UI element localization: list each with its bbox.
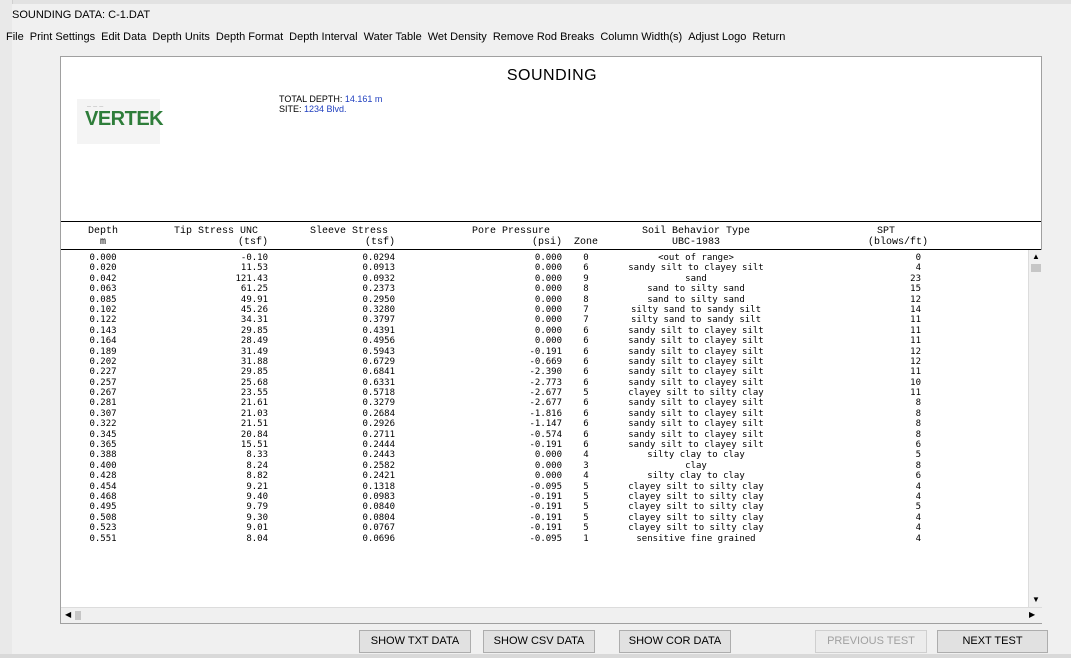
- menu-item-depth-units[interactable]: Depth Units: [152, 31, 210, 43]
- cell-depth: 0.202: [89, 356, 117, 367]
- cell-sleeve-stress: 0.0804: [362, 512, 395, 523]
- cell-pore-pressure: -2.677: [529, 388, 562, 399]
- cell-sleeve-stress: 0.0983: [362, 491, 395, 502]
- cell-pore-pressure: -0.191: [529, 523, 562, 534]
- show-txt-data-button[interactable]: SHOW TXT DATA: [359, 630, 471, 653]
- background-bottom-edge: [0, 654, 1071, 658]
- cell-sleeve-stress: 0.4391: [362, 325, 395, 336]
- cell-tip-stress: 21.03: [240, 408, 268, 419]
- cell-depth: 0.551: [89, 533, 117, 544]
- vertical-scroll-thumb[interactable]: [1031, 264, 1041, 272]
- table-row: [61, 253, 1041, 263]
- cell-zone: 6: [583, 336, 589, 347]
- total-depth-value: 14.161 m: [344, 94, 383, 104]
- cell-sleeve-stress: 0.0840: [362, 502, 395, 513]
- table-row: [61, 263, 1041, 273]
- cell-zone: 6: [583, 346, 589, 357]
- table-row: [61, 305, 1041, 315]
- cell-tip-stress: 23.55: [240, 388, 268, 399]
- cell-tip-stress: 21.61: [240, 398, 268, 409]
- cell-soil-behavior: clayey silt to silty clay: [628, 491, 764, 502]
- cell-tip-stress: 15.51: [240, 440, 268, 451]
- report-info: [279, 94, 382, 114]
- site-line: [279, 104, 382, 114]
- scroll-down-arrow-icon[interactable]: ▼: [1032, 595, 1040, 604]
- cell-zone: 5: [583, 502, 589, 513]
- cell-soil-behavior: clayey silt to silty clay: [628, 481, 764, 492]
- table-header-row-1: [61, 226, 1041, 237]
- cell-sleeve-stress: 0.0294: [362, 253, 395, 263]
- cell-soil-behavior: sensitive fine grained: [636, 533, 756, 544]
- cell-spt: 4: [915, 523, 921, 534]
- col-unit-tip-stress: (tsf): [237, 237, 268, 248]
- cell-tip-stress: 29.85: [240, 367, 268, 378]
- menu-item-wet-density[interactable]: Wet Density: [427, 31, 487, 43]
- cell-pore-pressure: -0.191: [529, 491, 562, 502]
- cell-depth: 0.281: [89, 398, 117, 409]
- cell-spt: 4: [915, 263, 921, 274]
- menu-item-depth-format[interactable]: Depth Format: [215, 31, 284, 43]
- cell-soil-behavior: clayey silt to silty clay: [628, 502, 764, 513]
- cell-zone: 0: [583, 253, 589, 263]
- table-row: [61, 274, 1041, 284]
- table-row: [61, 482, 1041, 492]
- menu-item-depth-interval[interactable]: Depth Interval: [289, 31, 358, 43]
- col-unit-sleeve-stress: (tsf): [364, 237, 395, 248]
- cell-depth: 0.227: [89, 367, 117, 378]
- cell-spt: 6: [915, 440, 921, 451]
- cell-soil-behavior: sand: [685, 273, 707, 284]
- cell-sleeve-stress: 0.0932: [362, 273, 395, 284]
- cell-depth: 0.189: [89, 346, 117, 357]
- horizontal-scrollbar[interactable]: [61, 607, 1042, 623]
- cell-spt: 11: [910, 367, 921, 378]
- show-csv-data-button[interactable]: SHOW CSV DATA: [483, 630, 595, 653]
- cell-tip-stress: 31.88: [240, 356, 268, 367]
- cell-tip-stress: 121.43: [235, 273, 268, 284]
- cell-tip-stress: 25.68: [240, 377, 268, 388]
- col-header-sleeve-stress: Sleeve Stress: [309, 226, 388, 237]
- cell-depth: 0.042: [89, 273, 117, 284]
- cell-depth: 0.508: [89, 512, 117, 523]
- table-row: [61, 409, 1041, 419]
- cell-soil-behavior: sandy silt to clayey silt: [628, 377, 764, 388]
- cell-zone: 7: [583, 304, 589, 315]
- cell-sleeve-stress: 0.6729: [362, 356, 395, 367]
- cell-tip-stress: 11.53: [240, 263, 268, 274]
- cell-pore-pressure: -0.095: [529, 533, 562, 544]
- col-header-pore-pressure: Pore Pressure: [471, 226, 550, 237]
- table-row: [61, 367, 1041, 377]
- col-unit-pore-pressure: (psi): [531, 237, 562, 248]
- cell-soil-behavior: sand to silty sand: [647, 284, 745, 295]
- cell-pore-pressure: -0.191: [529, 440, 562, 451]
- cell-depth: 0.523: [89, 523, 117, 534]
- cell-zone: 9: [583, 273, 589, 284]
- cell-pore-pressure: -0.191: [529, 346, 562, 357]
- report-page: [60, 56, 1042, 624]
- cell-pore-pressure: -1.816: [529, 408, 562, 419]
- cell-spt: 4: [915, 512, 921, 523]
- cell-spt: 12: [910, 294, 921, 305]
- site-value: 1234 Blvd.: [304, 104, 347, 114]
- cell-depth: 0.257: [89, 377, 117, 388]
- cell-tip-stress: 49.91: [240, 294, 268, 305]
- total-depth-label: TOTAL DEPTH:: [279, 94, 343, 104]
- cell-sleeve-stress: 0.2711: [362, 429, 395, 440]
- cell-soil-behavior: sandy silt to clayey silt: [628, 429, 764, 440]
- cell-spt: 4: [915, 491, 921, 502]
- col-unit-depth: m: [99, 237, 106, 248]
- cell-soil-behavior: sandy silt to clayey silt: [628, 325, 764, 336]
- cell-soil-behavior: clayey silt to silty clay: [628, 512, 764, 523]
- cell-tip-stress: 20.84: [240, 429, 268, 440]
- cell-pore-pressure: -2.773: [529, 377, 562, 388]
- cell-spt: 6: [915, 471, 921, 482]
- cell-sleeve-stress: 0.2373: [362, 284, 395, 295]
- cell-zone: 6: [583, 398, 589, 409]
- menu-item-adjust-logo[interactable]: Adjust Logo: [688, 31, 747, 43]
- table-row: [61, 336, 1041, 346]
- cell-tip-stress: 34.31: [240, 315, 268, 326]
- cell-pore-pressure: -2.677: [529, 398, 562, 409]
- cell-spt: 11: [910, 388, 921, 399]
- vertek-logo: [77, 99, 164, 144]
- vertical-scrollbar[interactable]: [1028, 250, 1043, 607]
- cell-sleeve-stress: 0.4956: [362, 336, 395, 347]
- cell-spt: 8: [915, 408, 921, 419]
- cell-soil-behavior: sandy silt to clayey silt: [628, 263, 764, 274]
- table-row: [61, 471, 1041, 481]
- cell-pore-pressure: 0.000: [534, 263, 562, 274]
- cell-soil-behavior: silty clay to clay: [647, 471, 745, 482]
- table-header-rule: [61, 249, 1041, 250]
- cell-spt: 4: [915, 533, 921, 544]
- cell-pore-pressure: -2.390: [529, 367, 562, 378]
- cell-zone: 4: [583, 450, 589, 461]
- cell-tip-stress: 9.21: [246, 481, 268, 492]
- cell-soil-behavior: sandy silt to clayey silt: [628, 440, 764, 451]
- table-row: [61, 398, 1041, 408]
- cell-spt: 5: [915, 450, 921, 461]
- cell-spt: 15: [910, 284, 921, 295]
- cell-pore-pressure: 0.000: [534, 336, 562, 347]
- cell-tip-stress: 45.26: [240, 304, 268, 315]
- menu-item-column-width-s[interactable]: Column Width(s): [600, 31, 683, 43]
- menu-item-return[interactable]: Return: [752, 31, 786, 43]
- cell-spt: 8: [915, 398, 921, 409]
- cell-soil-behavior: sandy silt to clayey silt: [628, 346, 764, 357]
- cell-tip-stress: 29.85: [240, 325, 268, 336]
- menu-item-water-table[interactable]: Water Table: [363, 31, 422, 43]
- cell-sleeve-stress: 0.3279: [362, 398, 395, 409]
- cell-depth: 0.164: [89, 336, 117, 347]
- cell-pore-pressure: -0.669: [529, 356, 562, 367]
- next-test-button[interactable]: NEXT TEST: [937, 630, 1048, 653]
- horizontal-scroll-thumb[interactable]: [75, 611, 81, 620]
- cell-tip-stress: 9.40: [246, 491, 268, 502]
- window-title: SOUNDING DATA: C-1.DAT: [12, 9, 151, 21]
- cell-soil-behavior: <out of range>: [658, 253, 734, 263]
- cell-soil-behavior: sandy silt to clayey silt: [628, 419, 764, 430]
- cell-soil-behavior: sand to silty sand: [647, 294, 745, 305]
- cell-sleeve-stress: 0.5943: [362, 346, 395, 357]
- table-row: [61, 295, 1041, 305]
- cell-soil-behavior: clayey silt to silty clay: [628, 523, 764, 534]
- cell-pore-pressure: -0.191: [529, 512, 562, 523]
- cell-tip-stress: 21.51: [240, 419, 268, 430]
- cell-sleeve-stress: 0.0696: [362, 533, 395, 544]
- cell-zone: 6: [583, 356, 589, 367]
- table-row: [61, 357, 1041, 367]
- cell-depth: 0.322: [89, 419, 117, 430]
- cell-zone: 4: [583, 471, 589, 482]
- cell-zone: 1: [583, 533, 589, 544]
- table-header-row-2: [61, 237, 1041, 248]
- cell-tip-stress: 8.82: [246, 471, 268, 482]
- table-row: [61, 388, 1041, 398]
- show-cor-data-button[interactable]: SHOW COR DATA: [619, 630, 731, 653]
- col-header-spt: SPT: [876, 226, 895, 237]
- table-row: [61, 534, 1041, 544]
- table-row: [61, 492, 1041, 502]
- logo-tagline-mark: — — —: [87, 103, 104, 108]
- cell-pore-pressure: 0.000: [534, 284, 562, 295]
- cell-tip-stress: 8.33: [246, 450, 268, 461]
- cell-soil-behavior: sandy silt to clayey silt: [628, 356, 764, 367]
- cell-spt: 11: [910, 315, 921, 326]
- cell-sleeve-stress: 0.6331: [362, 377, 395, 388]
- cell-depth: 0.428: [89, 471, 117, 482]
- cell-zone: 3: [583, 460, 589, 471]
- cell-tip-stress: 28.49: [240, 336, 268, 347]
- cell-soil-behavior: sandy silt to clayey silt: [628, 408, 764, 419]
- site-label: SITE:: [279, 104, 302, 114]
- cell-spt: 4: [915, 481, 921, 492]
- cell-sleeve-stress: 0.2443: [362, 450, 395, 461]
- cell-tip-stress: 61.25: [240, 284, 268, 295]
- cell-pore-pressure: 0.000: [534, 253, 562, 263]
- cell-depth: 0.085: [89, 294, 117, 305]
- cell-soil-behavior: silty clay to clay: [647, 450, 745, 461]
- col-header-soil-behavior: Soil Behavior Type: [641, 226, 751, 237]
- cell-spt: 10: [910, 377, 921, 388]
- cell-sleeve-stress: 0.2421: [362, 471, 395, 482]
- logo-wordmark: VERTEK: [85, 108, 164, 130]
- cell-soil-behavior: clayey silt to silty clay: [628, 388, 764, 399]
- cell-zone: 6: [583, 367, 589, 378]
- cell-sleeve-stress: 0.2926: [362, 419, 395, 430]
- cell-depth: 0.454: [89, 481, 117, 492]
- table-row: [61, 315, 1041, 325]
- col-unit-soil-behavior: UBC-1983: [671, 237, 720, 248]
- cell-zone: 5: [583, 523, 589, 534]
- table-row: [61, 461, 1041, 471]
- cell-tip-stress: 9.79: [246, 502, 268, 513]
- menu-bar: [6, 28, 1066, 46]
- cell-pore-pressure: -0.574: [529, 429, 562, 440]
- cell-tip-stress: -0.10: [240, 253, 268, 263]
- cell-sleeve-stress: 0.2444: [362, 440, 395, 451]
- cell-soil-behavior: sandy silt to clayey silt: [628, 367, 764, 378]
- cell-pore-pressure: 0.000: [534, 304, 562, 315]
- cell-depth: 0.143: [89, 325, 117, 336]
- cell-depth: 0.102: [89, 304, 117, 315]
- cell-depth: 0.000: [89, 253, 117, 263]
- col-header-tip-stress: Tip Stress UNC: [173, 226, 258, 237]
- cell-sleeve-stress: 0.3797: [362, 315, 395, 326]
- cell-sleeve-stress: 0.5718: [362, 388, 395, 399]
- cell-sleeve-stress: 0.2684: [362, 408, 395, 419]
- cell-tip-stress: 8.04: [246, 533, 268, 544]
- cell-pore-pressure: 0.000: [534, 450, 562, 461]
- cell-depth: 0.365: [89, 440, 117, 451]
- cell-spt: 23: [910, 273, 921, 284]
- sounding-data-window: [6, 4, 1071, 658]
- cell-zone: 5: [583, 388, 589, 399]
- table-top-rule: [61, 221, 1041, 222]
- cell-depth: 0.495: [89, 502, 117, 513]
- cell-depth: 0.267: [89, 388, 117, 399]
- cell-soil-behavior: clay: [685, 460, 707, 471]
- table-row: [61, 378, 1041, 388]
- report-title: SOUNDING: [506, 67, 598, 84]
- cell-pore-pressure: 0.000: [534, 294, 562, 305]
- cell-sleeve-stress: 0.2950: [362, 294, 395, 305]
- cell-zone: 6: [583, 419, 589, 430]
- cell-depth: 0.122: [89, 315, 117, 326]
- table-row: [61, 326, 1041, 336]
- cell-sleeve-stress: 0.6841: [362, 367, 395, 378]
- cell-pore-pressure: -0.191: [529, 502, 562, 513]
- cell-zone: 8: [583, 294, 589, 305]
- cell-pore-pressure: -0.095: [529, 481, 562, 492]
- cell-soil-behavior: silty sand to sandy silt: [630, 315, 762, 326]
- cell-sleeve-stress: 0.2582: [362, 460, 395, 471]
- table-row: [61, 513, 1041, 523]
- menu-item-remove-rod-breaks[interactable]: Remove Rod Breaks: [492, 31, 595, 43]
- cell-spt: 11: [910, 336, 921, 347]
- table-row: [61, 284, 1041, 294]
- scroll-right-arrow-icon[interactable]: ▶: [1029, 610, 1036, 619]
- scroll-left-arrow-icon[interactable]: ◀: [65, 610, 72, 619]
- cell-spt: 0: [915, 253, 921, 263]
- cell-sleeve-stress: 0.1318: [362, 481, 395, 492]
- cell-depth: 0.345: [89, 429, 117, 440]
- cell-depth: 0.063: [89, 284, 117, 295]
- table-row: [61, 347, 1041, 357]
- cell-spt: 8: [915, 429, 921, 440]
- cell-pore-pressure: 0.000: [534, 273, 562, 284]
- cell-soil-behavior: sandy silt to clayey silt: [628, 336, 764, 347]
- scroll-up-arrow-icon[interactable]: ▲: [1032, 252, 1040, 261]
- cell-zone: 6: [583, 440, 589, 451]
- table-row: [61, 440, 1041, 450]
- cell-tip-stress: 9.01: [246, 523, 268, 534]
- table-body: [61, 253, 1041, 602]
- menu-item-edit-data[interactable]: Edit Data: [101, 31, 147, 43]
- col-unit-spt: (blows/ft): [867, 237, 928, 248]
- cell-pore-pressure: 0.000: [534, 325, 562, 336]
- col-header-depth: Depth: [87, 226, 118, 237]
- cell-spt: 8: [915, 460, 921, 471]
- cell-tip-stress: 8.24: [246, 460, 268, 471]
- cell-tip-stress: 9.30: [246, 512, 268, 523]
- cell-spt: 5: [915, 502, 921, 513]
- cell-zone: 6: [583, 325, 589, 336]
- cell-pore-pressure: 0.000: [534, 471, 562, 482]
- cell-depth: 0.388: [89, 450, 117, 461]
- cell-zone: 6: [583, 408, 589, 419]
- table-row: [61, 419, 1041, 429]
- cell-zone: 7: [583, 315, 589, 326]
- col-header-zone: Zone: [573, 237, 598, 248]
- cell-pore-pressure: 0.000: [534, 315, 562, 326]
- table-row: [61, 450, 1041, 460]
- cell-soil-behavior: sandy silt to clayey silt: [628, 398, 764, 409]
- cell-zone: 6: [583, 429, 589, 440]
- cell-depth: 0.400: [89, 460, 117, 471]
- cell-pore-pressure: 0.000: [534, 460, 562, 471]
- cell-zone: 6: [583, 377, 589, 388]
- cell-zone: 5: [583, 481, 589, 492]
- cell-depth: 0.307: [89, 408, 117, 419]
- cell-spt: 12: [910, 346, 921, 357]
- cell-spt: 11: [910, 325, 921, 336]
- table-row: [61, 430, 1041, 440]
- cell-spt: 12: [910, 356, 921, 367]
- menu-item-print-settings[interactable]: Print Settings: [29, 31, 96, 43]
- cell-pore-pressure: -1.147: [529, 419, 562, 430]
- cell-tip-stress: 31.49: [240, 346, 268, 357]
- cell-zone: 5: [583, 512, 589, 523]
- total-depth-line: [279, 94, 382, 104]
- cell-zone: 8: [583, 284, 589, 295]
- cell-sleeve-stress: 0.3280: [362, 304, 395, 315]
- menu-item-file[interactable]: File: [6, 31, 24, 43]
- cell-zone: 5: [583, 491, 589, 502]
- previous-test-button[interactable]: PREVIOUS TEST: [815, 630, 927, 653]
- table-row: [61, 502, 1041, 512]
- table-row: [61, 523, 1041, 533]
- cell-sleeve-stress: 0.0913: [362, 263, 395, 274]
- cell-spt: 8: [915, 419, 921, 430]
- cell-sleeve-stress: 0.0767: [362, 523, 395, 534]
- cell-depth: 0.468: [89, 491, 117, 502]
- cell-spt: 14: [910, 304, 921, 315]
- cell-soil-behavior: silty sand to sandy silt: [630, 304, 762, 315]
- cell-zone: 6: [583, 263, 589, 274]
- cell-depth: 0.020: [89, 263, 117, 274]
